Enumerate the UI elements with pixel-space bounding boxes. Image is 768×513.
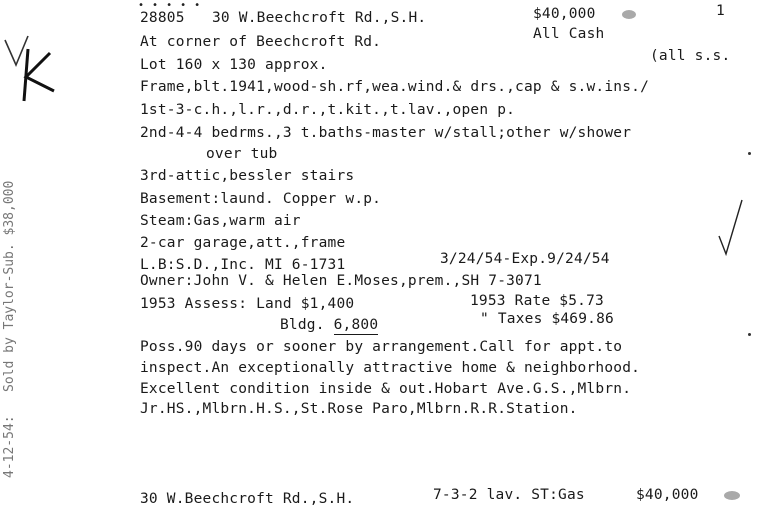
building-assessment-line [280, 316, 378, 334]
footer-address: 30 W.Beechcroft Rd.,S.H. [140, 491, 355, 507]
basement-line: Basement:laund. Copper w.p. [140, 191, 382, 207]
footer-summary: 7-3-2 lav. ST:Gas [433, 487, 585, 503]
possession-line-2: inspect.An exceptionally attractive home & neighborhood. [140, 360, 641, 376]
owner-line: Owner:John V. & Helen E.Moses,prem.,SH 7-3071 [140, 273, 542, 289]
header-address: 30 W.Beechcroft Rd.,S.H. [212, 10, 427, 26]
lot-line: Lot 160 x 130 approx. [140, 57, 328, 73]
possession-line-1: Poss.90 days or sooner by arrangement.Call for appt.to [140, 339, 623, 355]
heat-line: Steam:Gas,warm air [140, 213, 301, 229]
building-label: Bldg. [280, 317, 334, 333]
building-value: 6,800 [333, 317, 379, 333]
side-sold-note: Sold by Taylor-Sub. $38,000 [2, 180, 17, 392]
header-dots: • • • • • [138, 0, 202, 11]
construction-line [140, 78, 649, 96]
listing-dates-line: 3/24/54-Exp.9/24/54 [440, 251, 610, 267]
handwritten-k-mark [14, 45, 58, 105]
tax-rate-line: 1953 Rate $5.73 [470, 293, 604, 309]
note-line: (all s.s. [650, 48, 731, 64]
terms-line: All Cash [533, 26, 605, 42]
second-floor-cont-line: over tub [206, 146, 278, 162]
taxes-line: " Taxes $469.86 [480, 311, 614, 327]
check-mark-right [716, 196, 746, 258]
construction-text: Frame,blt.1941,wood-sh.rf,wea.wind.& drs.,cap & s.w.ins./ [140, 79, 649, 95]
ink-dot [748, 152, 751, 155]
corner-line: At corner of Beechcroft Rd. [140, 34, 382, 50]
header-price: $40,000 [533, 6, 596, 22]
ink-smudge [724, 491, 740, 500]
garage-line: 2-car garage,att.,frame [140, 235, 346, 251]
possession-line-4: Jr.HS.,Mlbrn.H.S.,St.Rose Paro,Mlbrn.R.R.Station. [140, 401, 578, 417]
second-floor-line: 2nd-4-4 bedrms.,3 t.baths-master w/stall;other w/shower [140, 125, 632, 141]
listing-number: 28805 [140, 10, 185, 26]
side-date-note: 4-12-54: [2, 415, 17, 478]
card-index: 1 [716, 3, 725, 19]
possession-line-3: Excellent condition inside & out.Hobart Ave.G.S.,Mlbrn. [140, 381, 632, 397]
ink-smudge [622, 10, 636, 19]
footer-price: $40,000 [636, 487, 699, 503]
assessment-line: 1953 Assess: Land $1,400 [140, 296, 355, 312]
third-floor-line: 3rd-attic,bessler stairs [140, 168, 355, 184]
broker-line: L.B:S.D.,Inc. MI 6-1731 [140, 257, 346, 273]
first-floor-line: 1st-3-c.h.,l.r.,d.r.,t.kit.,t.lav.,open p. [140, 102, 516, 118]
ink-dot [748, 333, 751, 336]
